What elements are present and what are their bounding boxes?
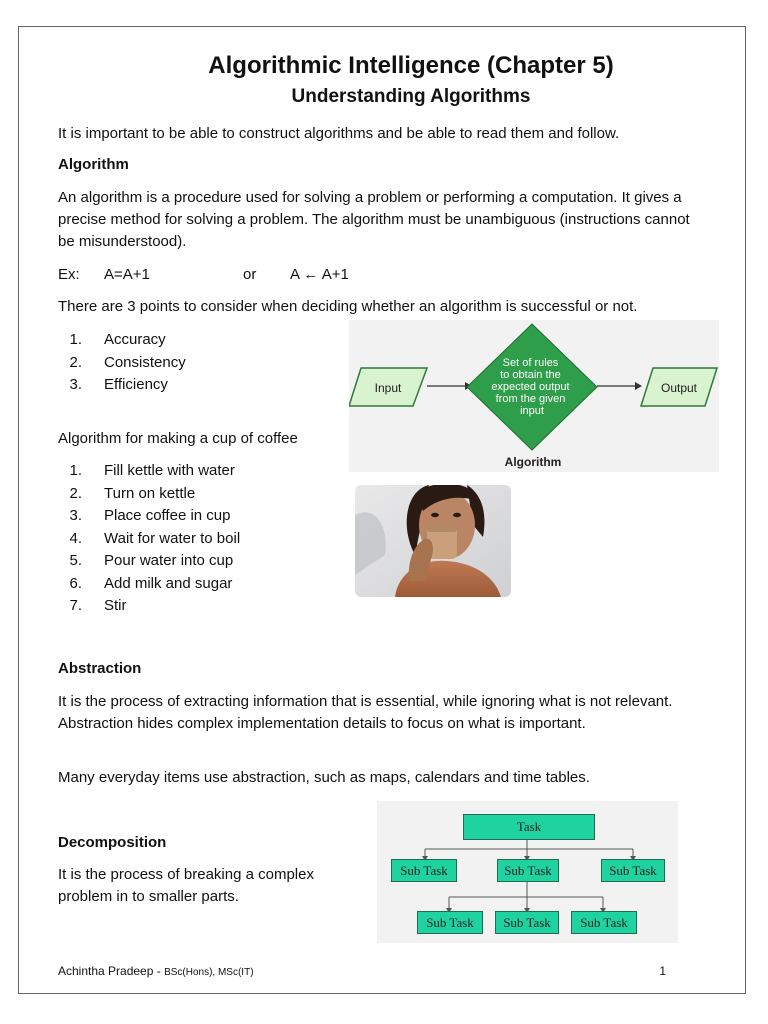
subtask-box: Sub Task: [601, 859, 665, 882]
success-points-list: [58, 329, 186, 397]
subtask-box: Sub Task: [391, 859, 457, 882]
author-name: Achintha Pradeep -: [58, 964, 165, 978]
left-arrow-icon: ←: [303, 266, 319, 283]
list-item: 4. Wait for water to boil: [69, 529, 241, 547]
subtask-box: Sub Task: [571, 911, 637, 934]
list-item: 1. Fill kettle with water: [69, 462, 235, 479]
abstraction-examples: Many everyday items use abstraction, such as maps, calendars and time tables.: [58, 769, 590, 786]
coffee-heading: Algorithm for making a cup of coffee: [58, 430, 298, 447]
list-item: 2. Turn on kettle: [69, 484, 196, 502]
example-lhs: A: [290, 266, 300, 283]
footer-author: [58, 964, 254, 978]
list-item: 3. Efficiency: [69, 376, 168, 393]
page-number: 1: [659, 964, 666, 978]
list-item: 1. Accuracy: [69, 331, 166, 348]
list-item: 6. Add milk and sugar: [69, 574, 233, 592]
example-arrow-notation: [290, 264, 349, 286]
example-assignment: A=A+1: [104, 266, 150, 283]
list-item: 7. Stir: [69, 597, 127, 614]
algorithm-heading: Algorithm: [58, 156, 129, 173]
abstraction-heading: Abstraction: [58, 660, 142, 677]
example-label: Ex:: [58, 266, 80, 283]
decomposition-heading: Decomposition: [58, 834, 167, 851]
list-item: 5. Pour water into cup: [69, 552, 234, 569]
page-subtitle: Understanding Algorithms: [291, 86, 531, 107]
decomposition-diagram: [377, 801, 678, 943]
page-title: Algorithmic Intelligence (Chapter 5): [208, 52, 614, 79]
abstraction-definition: It is the process of extracting information that is essential, while ignoring what is not relevant. Abstraction hides complex implementation details to focus on what is important.: [58, 693, 673, 732]
input-label: Input: [374, 381, 402, 395]
intro-text: It is important to be able to construct algorithms and be able to read them and follow.: [58, 125, 620, 142]
list-item: 3. Place coffee in cup: [69, 507, 231, 524]
output-label: Output: [660, 381, 698, 395]
list-item: 2. Consistency: [69, 353, 186, 371]
rules-text: Set of rules to obtain the expected output from the given input: [491, 357, 570, 417]
example-rhs: A+1: [321, 266, 349, 283]
subtask-box: Sub Task: [417, 911, 483, 934]
subtask-box: Sub Task: [497, 859, 559, 882]
flowchart-caption: Algorithm: [504, 455, 562, 469]
algorithm-flowchart: [349, 320, 719, 472]
author-credentials: BSc(Hons), MSc(IT): [164, 967, 254, 978]
algorithm-definition: An algorithm is a procedure used for solving a problem or performing a computation. It gives a precise method for solving a problem. The algorithm must be unambiguous (instructions cannot be misunderstood).: [58, 189, 690, 250]
subtask-box: Sub Task: [495, 911, 559, 934]
coffee-steps-list: [58, 460, 240, 618]
example-or: or: [243, 266, 257, 283]
points-intro: There are 3 points to consider when deciding whether an algorithm is successful or not.: [58, 298, 638, 315]
coffee-photo: [355, 485, 511, 597]
decomposition-definition: It is the process of breaking a complex problem in to smaller parts.: [58, 866, 314, 905]
task-root-box: Task: [463, 814, 595, 840]
